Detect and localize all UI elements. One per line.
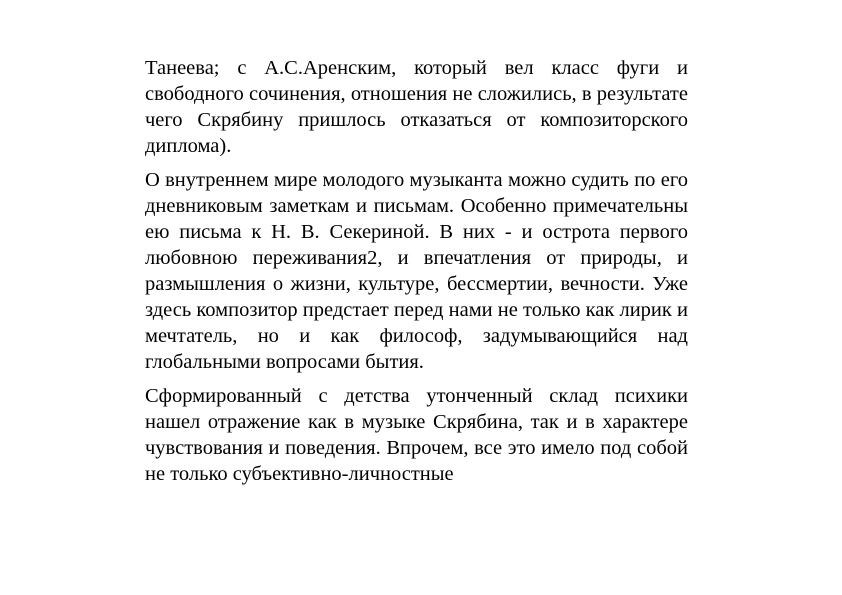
body-text (145, 55, 688, 495)
paragraph-2: О внутреннем мире молодого музыканта можно судить по его дневниковым заметкам и письмам. Особенно примечательны ею письма к Н. В. Секериной. В них - и острота первого любовною переживания2, и впечатления от природы, и размышления о жизни, культуре, бессмертии, вечности. Уже здесь композитор предстает перед нами не только как лирик и мечтатель, но и как философ, задумывающийся над глобальными вопросами бытия. (145, 169, 688, 373)
paragraph-3: Сформированный с детства утонченный склад психики нашел отражение как в музыке Скрябина, так и в характере чувствования и поведения. Впрочем, все это имело под собой не только субъективно-личностные (145, 385, 688, 485)
paragraph-1: Танеева; с А.С.Аренским, который вел класс фуги и свободного сочинения, отношения не сложились, в результате чего Скрябину пришлось отказаться от композиторского диплома). (145, 57, 688, 157)
